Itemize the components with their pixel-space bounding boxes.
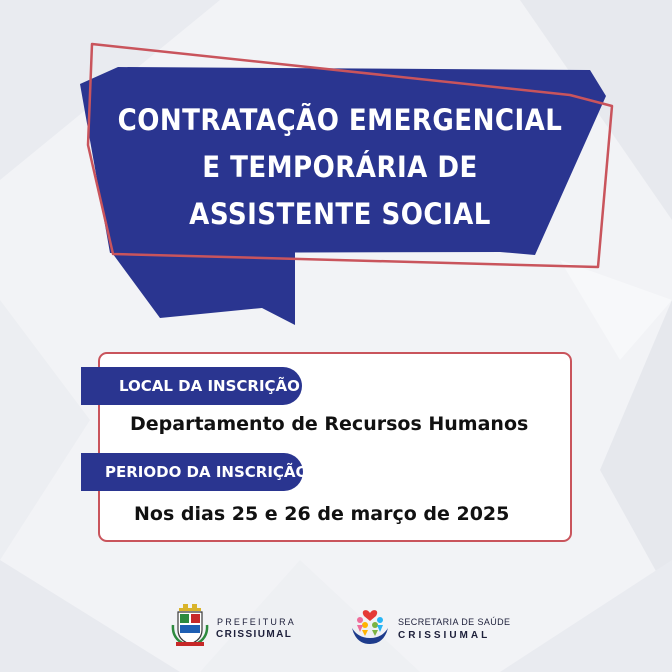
local-label: LOCAL DA INSCRIÇÃO: [119, 377, 300, 395]
title-line-3: ASSISTENTE SOCIAL: [189, 197, 491, 231]
local-label-pill: [81, 367, 302, 405]
crest-icon: [170, 603, 210, 647]
banner-tail: [110, 250, 295, 325]
title-line-2: E TEMPORÁRIA DE: [202, 150, 478, 184]
title-line-1: CONTRATAÇÃO EMERGENCIAL: [117, 103, 563, 137]
prefeitura-line1: PREFEITURA: [217, 617, 297, 627]
local-value: Departamento de Recursos Humanos: [130, 413, 529, 435]
prefeitura-line2: CRISSIUMAL: [216, 629, 293, 640]
periodo-label: PERIODO DA INSCRIÇÃO: [105, 463, 309, 481]
saude-line2: CRISSIUMAL: [398, 630, 491, 641]
periodo-label-pill: [81, 453, 309, 491]
periodo-value: Nos dias 25 e 26 de março de 2025: [134, 503, 510, 525]
saude-line1: SECRETARIA DE SAÚDE: [398, 617, 511, 627]
hands-people-icon: [350, 606, 390, 646]
